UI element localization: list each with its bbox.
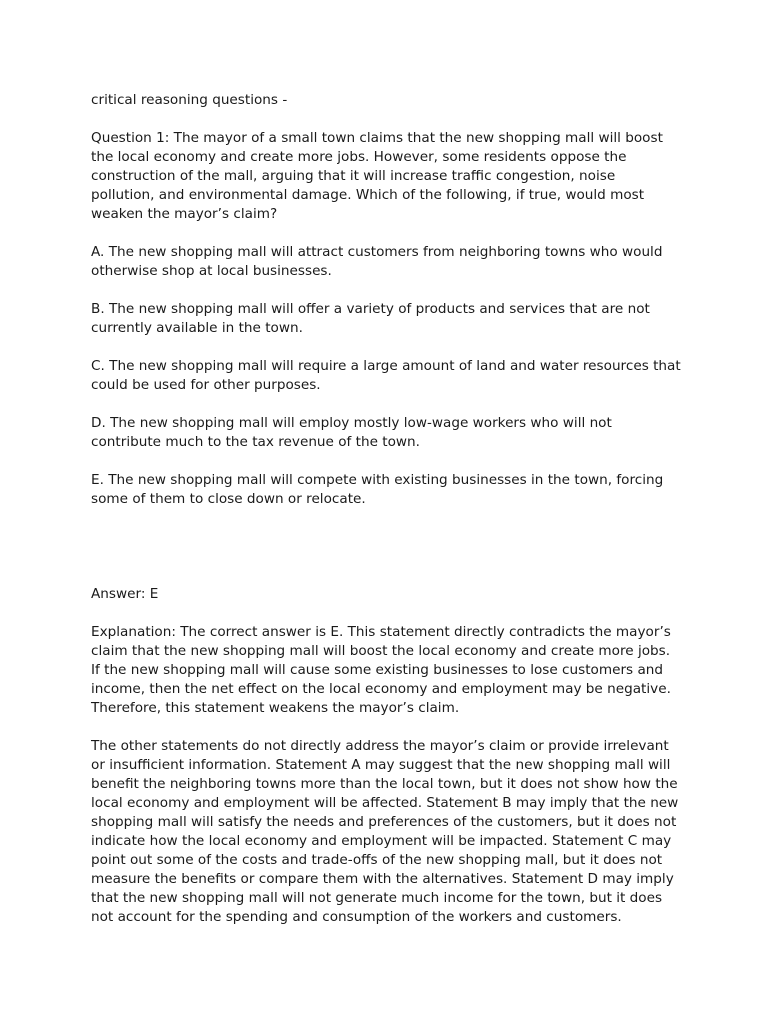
other-statements-paragraph: The other statements do not directly address the mayor’s claim or provide irrelevant or insufficient information. Statement A may suggest that the new shopping mall will benefit the neighboring towns more than the local town, but it does not show how the local economy and employment will be affected. Statement B may imply that the new shopping mall will satisfy the needs and preferences of the customers, but it does not indicate how the local economy and employment will be impacted. Statement C may point out some of the costs and trade-offs of the new shopping mall, but it does not measure the benefits or compare them with the alternatives. Statement D may imply that the new shopping mall will not generate much income for the town, but it does not account for the spending and consumption of the workers and customers.: [91, 738, 679, 925]
document-heading: critical reasoning questions -: [91, 92, 288, 108]
document-page: [91, 91, 681, 946]
blank-space: [91, 528, 681, 585]
explanation-paragraph: Explanation: The correct answer is E. This statement directly contradicts the mayor’s claim that the new shopping mall will boost the local economy and create more jobs. If the new shopping mall will cause some existing businesses to lose customers and income, then the net effect on the local economy and employment may be negative. Therefore, this statement weakens the mayor’s claim.: [91, 624, 671, 716]
option-text: The new shopping mall will attract customers from neighboring towns who would otherwise shop at local businesses.: [91, 244, 663, 279]
option-b: [91, 300, 681, 338]
option-letter: A.: [91, 244, 105, 260]
option-c: [91, 357, 681, 395]
option-letter: D.: [91, 415, 106, 431]
option-letter: B.: [91, 301, 105, 317]
option-a: [91, 243, 681, 281]
option-text: The new shopping mall will require a large amount of land and water resources that could be used for other purposes.: [91, 358, 681, 393]
option-text: The new shopping mall will employ mostly low-wage workers who will not contribute much to the tax revenue of the town.: [91, 415, 612, 450]
option-text: The new shopping mall will compete with existing businesses in the town, forcing some of them to close down or relocate.: [91, 472, 664, 507]
option-letter: C.: [91, 358, 105, 374]
answer-options: [91, 243, 681, 509]
option-letter: E.: [91, 472, 104, 488]
option-d: [91, 414, 681, 452]
question-text: Question 1: The mayor of a small town claims that the new shopping mall will boost the local economy and create more jobs. However, some residents oppose the construction of the mall, arguing that it will increase traffic congestion, noise pollution, and environmental damage. Which of the following, if true, would most weaken the mayor’s claim?: [91, 130, 663, 222]
answer-line: Answer: E: [91, 586, 159, 602]
option-e: [91, 471, 681, 509]
option-text: The new shopping mall will offer a variety of products and services that are not currently available in the town.: [91, 301, 650, 336]
